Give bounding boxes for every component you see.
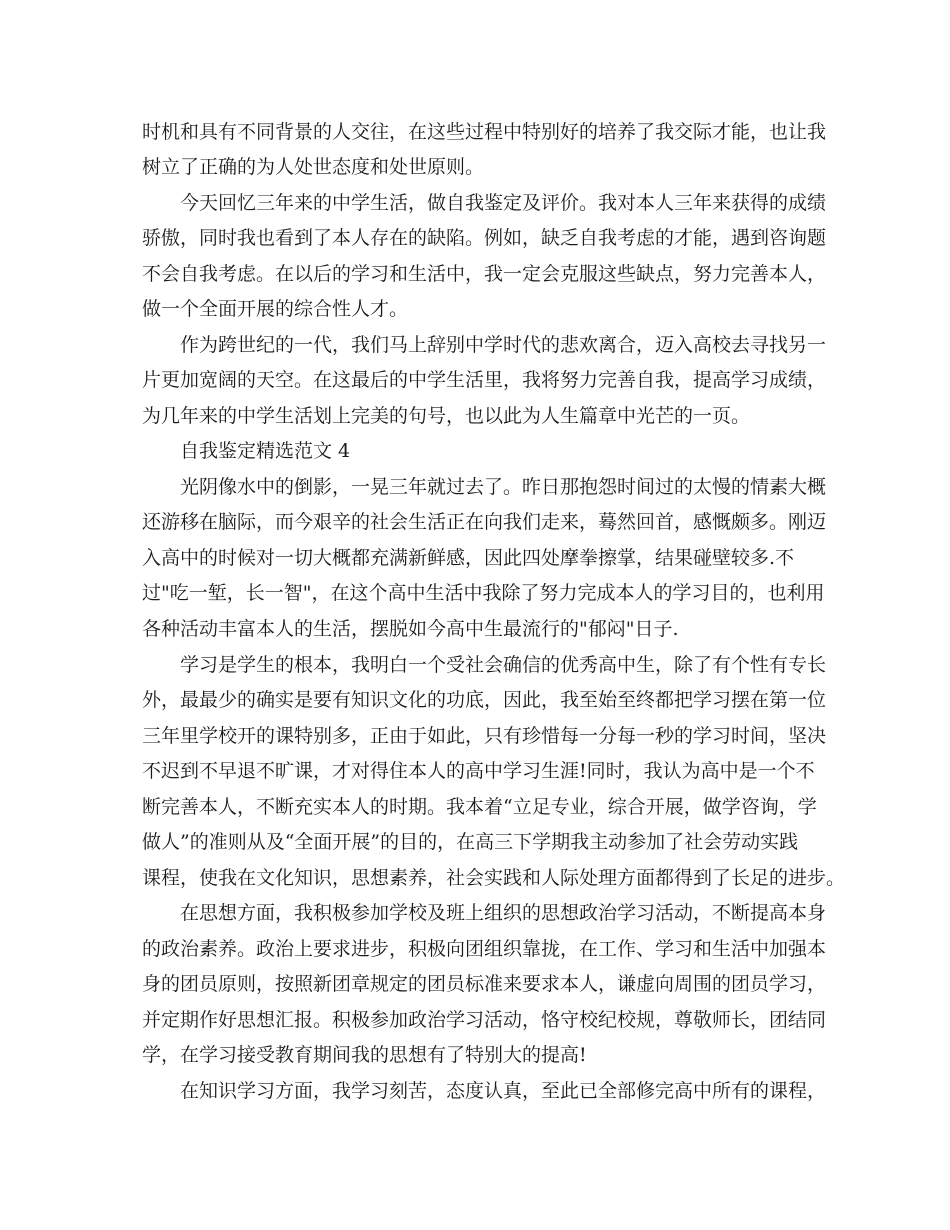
text-line: 做人”的准则从及“全面开展”的目的，在高三下学期我主动参加了社会劳动实践 xyxy=(142,831,799,853)
text-line: 课程，使我在文化知识，思想素养，社会实践和人际处理方面都得到了长足的进步。 xyxy=(142,867,846,889)
text-line: 外，最最少的确实是要有知识文化的功底，因此，我至始至终都把学习摆在第一位 xyxy=(142,689,827,711)
text-line: 的政治素养。政治上要求进步，积极向团组织靠拢，在工作、学习和生活中加强本 xyxy=(142,938,827,960)
text-line: 为几年来的中学生活划上完美的句号，也以此为人生篇章中光芒的一页。 xyxy=(142,405,751,427)
text-line: 身的团员原则，按照新团章规定的团员标准来要求本人，谦虚向周围的团员学习， xyxy=(142,973,827,995)
text-line: 三年里学校开的课特别多，正由于如此，只有珍惜每一分每一秒的学习时间，坚决 xyxy=(142,725,827,747)
text-line: 光阴像水中的倒影，一晃三年就过去了。昨日那抱怨时间过的太慢的情素大概 xyxy=(142,476,827,498)
text-line: 不迟到不早退不旷课，才对得住本人的高中学习生涯!同时，我认为高中是一个不 xyxy=(142,760,815,782)
section-heading: 自我鉴定精选范文 4 xyxy=(142,440,351,462)
text-line: 做一个全面开展的综合性人才。 xyxy=(142,298,409,320)
text-line: 学，在学习接受教育期间我的思想有了特别大的提高! xyxy=(142,1044,587,1066)
text-line: 学习是学生的根本，我明白一个受社会确信的优秀高中生，除了有个性有专长 xyxy=(142,654,827,676)
text-line: 骄傲，同时我也看到了本人存在的缺陷。例如，缺乏自我考虑的才能，遇到咨询题 xyxy=(142,227,827,249)
text-line: 今天回忆三年来的中学生活，做自我鉴定及评价。我对本人三年来获得的成绩 xyxy=(142,192,827,214)
text-line: 还游移在脑际，而今艰辛的社会生活正在向我们走来，蓦然回首，感慨颇多。刚迈 xyxy=(142,511,827,533)
text-line: 时机和具有不同背景的人交往，在这些过程中特别好的培养了我交际才能，也让我 xyxy=(142,121,827,143)
text-line: 在知识学习方面，我学习刻苦，态度认真，至此已全部修完高中所有的课程， xyxy=(142,1080,827,1102)
text-line: 片更加宽阔的天空。在这最后的中学生活里，我将努力完善自我，提高学习成绩， xyxy=(142,369,827,391)
text-line: 不会自我考虑。在以后的学习和生活中，我一定会克服这些缺点，努力完善本人， xyxy=(142,263,827,285)
text-line: 在思想方面，我积极参加学校及班上组织的思想政治学习活动，不断提高本身 xyxy=(142,902,827,924)
text-line: 并定期作好思想汇报。积极参加政治学习活动，恪守校纪校规，尊敬师长，团结同 xyxy=(142,1009,827,1031)
text-line: 作为跨世纪的一代，我们马上辞别中学时代的悲欢离合，迈入高校去寻找另一 xyxy=(142,334,827,356)
text-line: 各种活动丰富本人的生活，摆脱如今高中生最流行的"郁闷"日子. xyxy=(142,618,679,640)
text-line: 树立了正确的为人处世态度和处世原则。 xyxy=(142,156,485,178)
text-line: 断完善本人，不断充实本人的时期。我本着“立足专业，综合开展，做学咨询，学 xyxy=(142,796,817,818)
text-line: 入高中的时候对一切大概都充满新鲜感，因此四处摩拳擦掌，结果碰壁较多.不 xyxy=(142,547,795,569)
text-line: 过"吃一堑，长一智"，在这个高中生活中我除了努力完成本人的学习目的，也利用 xyxy=(142,582,825,604)
